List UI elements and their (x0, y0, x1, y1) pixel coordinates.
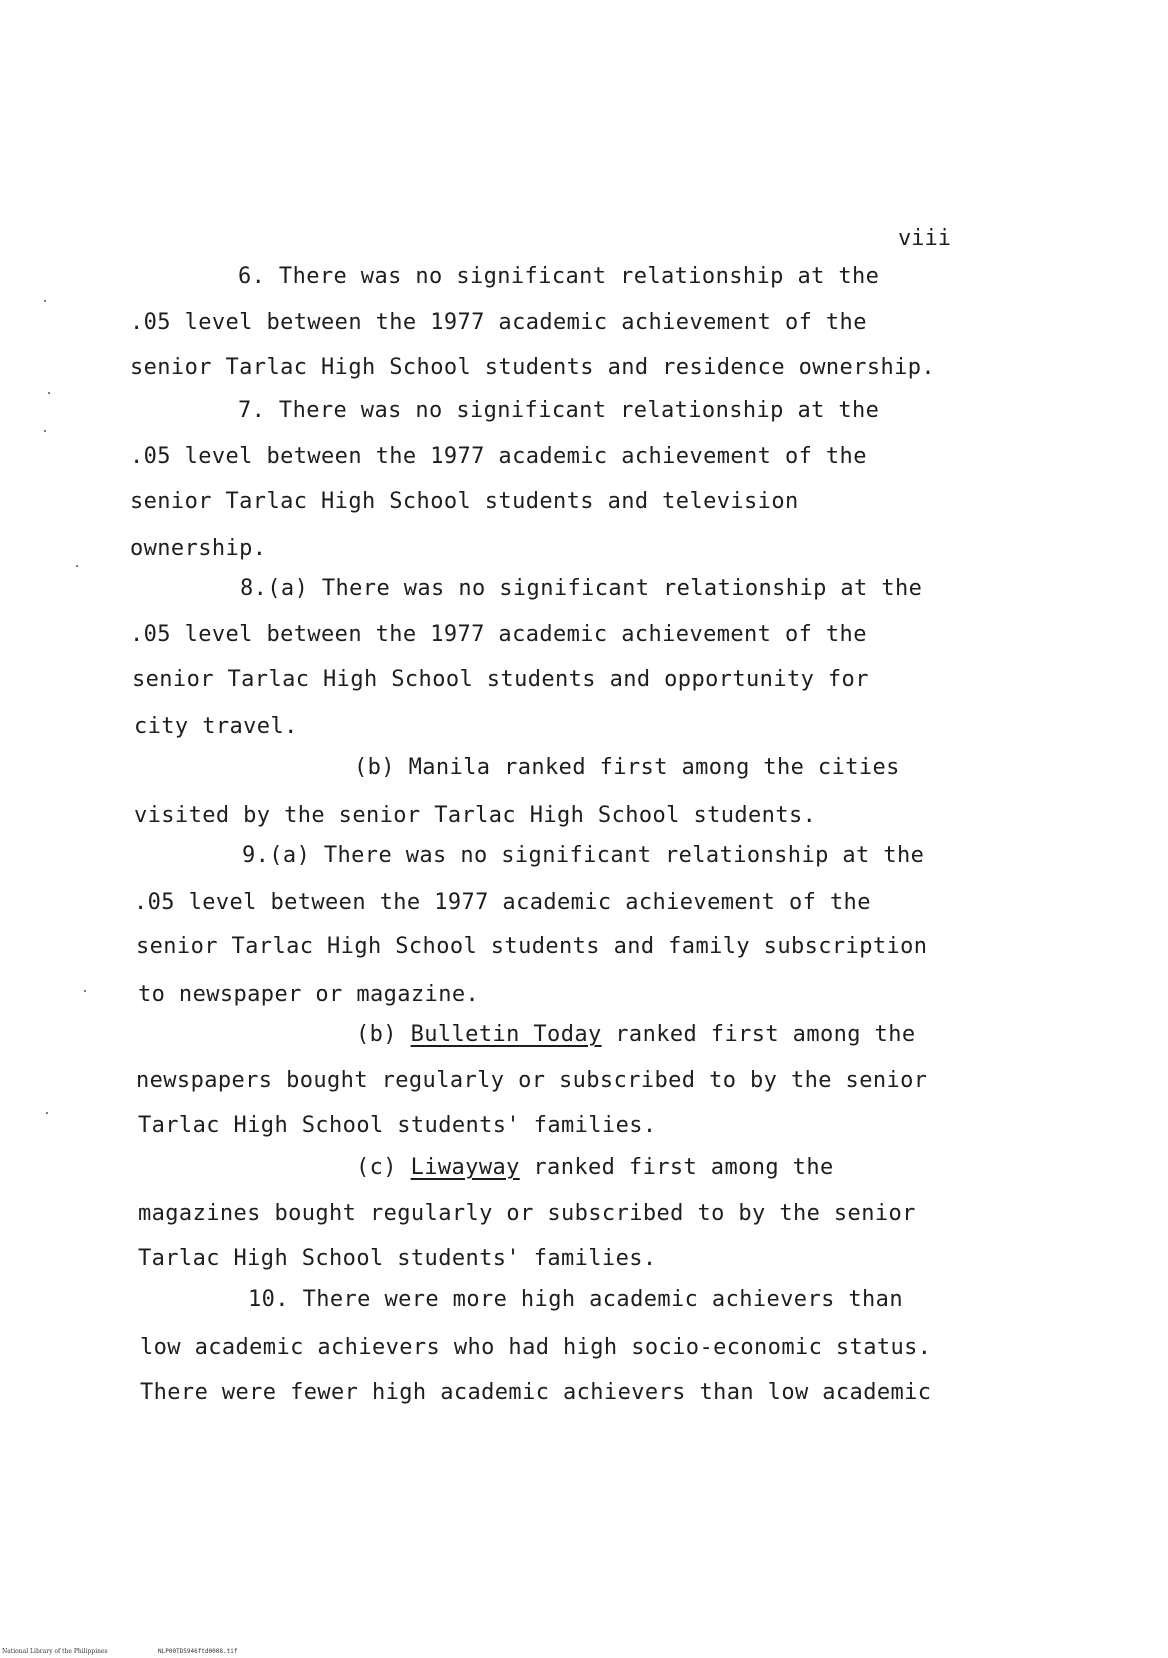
paragraph-9c-line-1 (356, 1155, 834, 1181)
scan-speck (44, 430, 46, 432)
footer-file-id: NLP00TD5946ftd0008.tif (158, 1648, 238, 1655)
paragraph-9c-prefix: (c) (356, 1155, 411, 1180)
paragraph-9b-prefix: (b) (356, 1022, 411, 1047)
paragraph-8a-line-4: city travel. (134, 714, 298, 739)
scan-speck (76, 565, 78, 567)
paragraph-9b-line-2: newspapers bought regularly or subscribed to by the senior (136, 1068, 928, 1093)
paragraph-9a-line-4: to newspaper or magazine. (138, 982, 480, 1007)
footer-library-credit: National Library of the Philippines (2, 1648, 108, 1655)
paragraph-9b-line-3: Tarlac High School students' families. (138, 1113, 657, 1138)
paragraph-9c-suffix: ranked first among the (519, 1155, 834, 1180)
paragraph-8b-line-2: visited by the senior Tarlac High School students. (134, 803, 817, 828)
paragraph-9b-line-1 (356, 1022, 915, 1048)
paragraph-8b-line-1: (b) Manila ranked first among the cities (354, 755, 900, 780)
paragraph-7-line-4: ownership. (130, 536, 267, 561)
page-number: viii (898, 226, 951, 251)
paragraph-10-line-2: low academic achievers who had high socio-economic status. (140, 1335, 932, 1360)
paragraph-7-line-2: .05 level between the 1977 academic achievement of the (130, 444, 867, 469)
paragraph-6-line-3: senior Tarlac High School students and residence ownership. (130, 355, 936, 380)
paragraph-8a-line-1: 8.(a) There was no significant relationship at the (240, 576, 923, 601)
scan-speck (46, 1112, 48, 1114)
magazine-title-liwayway: Liwayway (410, 1155, 520, 1180)
paragraph-7-line-1: 7. There was no significant relationship at the (238, 398, 880, 423)
paragraph-9a-line-2: .05 level between the 1977 academic achievement of the (134, 890, 871, 915)
newspaper-title-bulletin-today: Bulletin Today (410, 1022, 602, 1047)
scan-speck (44, 300, 46, 302)
paragraph-6-line-2: .05 level between the 1977 academic achievement of the (130, 310, 867, 335)
scan-speck (84, 990, 86, 992)
paragraph-8a-line-3: senior Tarlac High School students and opportunity for (132, 667, 869, 692)
paragraph-8a-line-2: .05 level between the 1977 academic achievement of the (130, 622, 867, 647)
scan-speck (48, 392, 50, 394)
paragraph-7-line-3: senior Tarlac High School students and television (130, 489, 799, 514)
paragraph-9c-line-3: Tarlac High School students' families. (138, 1246, 657, 1271)
paragraph-10-line-1: 10. There were more high academic achievers than (248, 1287, 903, 1312)
paragraph-6-line-1: 6. There was no significant relationship at the (238, 264, 880, 289)
paragraph-9a-line-3: senior Tarlac High School students and family subscription (136, 934, 928, 959)
paragraph-9b-suffix: ranked first among the (601, 1022, 916, 1047)
paragraph-9c-line-2: magazines bought regularly or subscribed to by the senior (138, 1201, 916, 1226)
paragraph-10-line-3: There were fewer high academic achievers than low academic (140, 1380, 932, 1405)
paragraph-9a-line-1: 9.(a) There was no significant relationship at the (242, 843, 925, 868)
